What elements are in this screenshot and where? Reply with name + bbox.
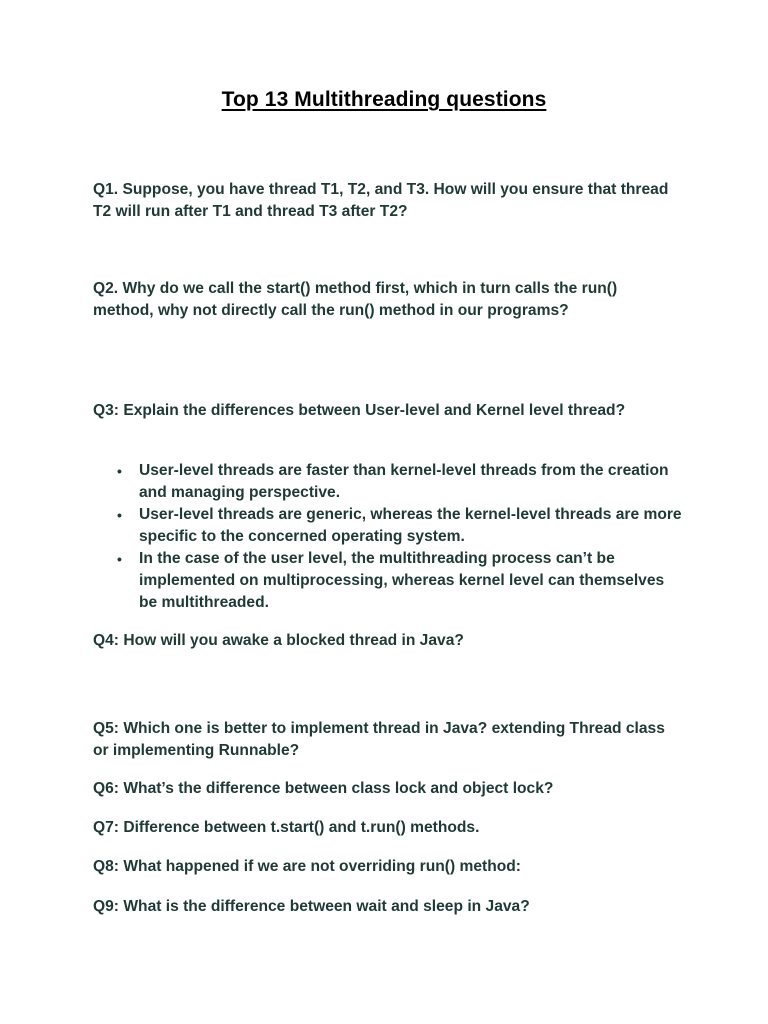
bullet-icon: • <box>117 463 122 479</box>
question-1: Q1. Suppose, you have thread T1, T2, and T3. How will you ensure that thread T2 will run after T1 and thread T3 after T2? <box>93 181 669 220</box>
q3-bullet-list <box>93 460 683 614</box>
document-title: Top 13 Multithreading questions <box>221 88 547 111</box>
q3-bullet-item <box>93 504 683 548</box>
bullet-icon: • <box>117 551 122 567</box>
question-9: Q9: What is the difference between wait and sleep in Java? <box>93 898 530 915</box>
q3-bullet-text: User-level threads are generic, whereas the kernel-level threads are more specific to the concerned operating system. <box>139 506 682 545</box>
bullet-icon: • <box>117 507 122 523</box>
q3-bullet-text: In the case of the user level, the multithreading process can’t be implemented on multiprocessing, whereas kernel level can themselves be multithreaded. <box>139 550 665 611</box>
question-4: Q4: How will you awake a blocked thread in Java? <box>93 632 464 649</box>
q3-bullet-item <box>93 460 683 504</box>
question-5: Q5: Which one is better to implement thread in Java? extending Thread class or implementing Runnable? <box>93 720 665 759</box>
question-8: Q8: What happened if we are not overriding run() method: <box>93 858 521 875</box>
question-7: Q7: Difference between t.start() and t.run() methods. <box>93 819 480 836</box>
question-2: Q2. Why do we call the start() method first, which in turn calls the run() method, why not directly call the run() method in our programs? <box>93 280 618 319</box>
q3-bullet-item <box>93 548 683 614</box>
q3-bullet-text: User-level threads are faster than kernel-level threads from the creation and managing perspective. <box>139 462 669 501</box>
question-6: Q6: What’s the difference between class lock and object lock? <box>93 780 554 797</box>
question-3: Q3: Explain the differences between User-level and Kernel level thread? <box>93 402 626 419</box>
